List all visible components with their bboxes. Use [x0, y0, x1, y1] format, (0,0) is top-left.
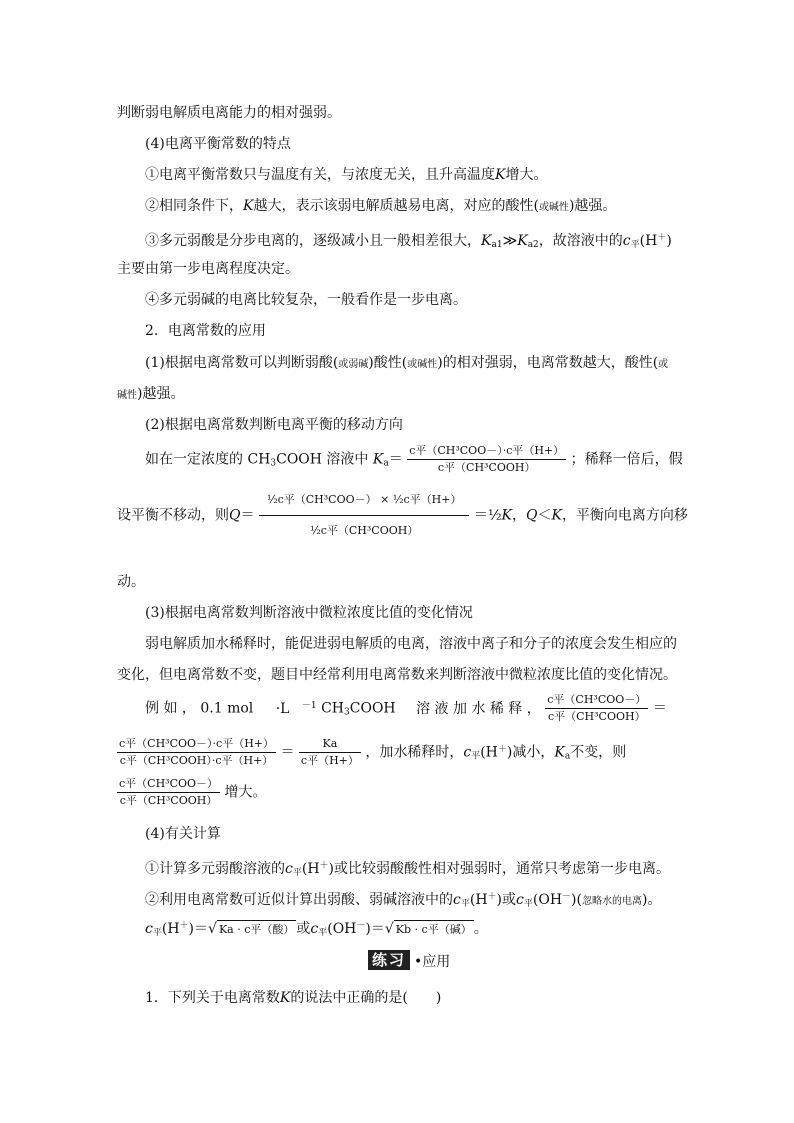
text-line: ②相同条件下，K越大，表示该弱电解质越易电离，对应的酸性(或碱性)越强。: [145, 198, 617, 214]
text-line: 变化，但电离常数不变，题目中经常利用电离常数来判断溶液中微粒浓度比值的变化情况。: [117, 667, 677, 683]
text-line: 主要由第一步电离程度决定。: [117, 261, 299, 277]
text-line: (3)根据电离常数判断溶液中微粒浓度比值的变化情况: [145, 605, 473, 621]
formula-line: $c_平(H^+)=√$ Ka · c平（酸） 或$c_平(OH^-)=√$ Kb · c平（碱） 。: [145, 921, 488, 938]
formula-line: 例 如 ， 0.1 mol ·L $^{-1}$ $CH_3COOH$ 溶 液 加 水 稀 释 ， $\frac{\text{c平（CH³COO－）}}{\text{c平（CH³COOH）}}$ ＝: [145, 693, 667, 723]
formula-line: 设平衡不移动，则Q＝ $\frac{\text{½c平（CH³COO－） × ½c平（H+）}}{\text{½c平（CH³COOH）}}$ ＝½K，Q＜K，平衡向电离方向移: [117, 493, 688, 537]
fraction-q: $\frac{\text{½c平（CH³COO－） × ½c平（H+）}}{\text{½c平（CH³COOH）}}$: [259, 493, 470, 538]
fraction-ratio: $\frac{\text{c平（CH³COO－）}}{\text{c平（CH³COOH）}}$: [547, 693, 647, 723]
text-line: ①计算多元弱酸溶液的$c_平(H^+)$或比较弱酸酸性相对强弱时，通常只考虑第一步电离。: [145, 861, 671, 878]
formula-line: $\frac{\text{c平（CH³COO－）·c平（H+）}}{\text{c平（CH³COOH）·c平（H+）}}$ ＝ $\frac{Ka}{\text{c平（H+）}}$ ，加水稀释时，$c_平(H^+)$减小，$K_a$不变，则: [119, 737, 627, 767]
fraction-ka: $\frac{\text{c平（CH³COO－）·c平（H+）}}{\text{c平（CH³COOH）}}$: [409, 444, 565, 474]
practice-badge-suffix: •应用: [414, 954, 451, 970]
text-line: 动。: [117, 574, 145, 590]
text-line: ③多元弱酸是分步电离的，逐级减小且一般相差很大，$K_{a1}≫K_{a2}$，故溶液中的$c_平(H^+)$: [145, 233, 672, 250]
text-line: 碱性)越强。: [117, 386, 185, 402]
section-heading: (4)有关计算: [145, 826, 221, 842]
sqrt-base: Kb · c平（碱）: [394, 920, 474, 939]
text-line: ①电离平衡常数只与温度有关，与浓度无关，且升高温度K增大。: [145, 167, 548, 183]
fraction-expanded: $\frac{\text{c平（CH³COO－）·c平（H+）}}{\text{c平（CH³COOH）·c平（H+）}}$: [119, 737, 274, 767]
fraction-ratio-2: $\frac{\text{c平（CH³COO－）}}{\text{c平（CH³COOH）}}$: [119, 777, 219, 807]
text-line: ④多元弱碱的电离比较复杂，一般看作是一步电离。: [145, 292, 467, 308]
text-line: ②利用电离常数可近似计算出弱酸、弱碱溶液中的$c_平(H^+)$或$c_平(OH^-)$(忽略水的电离)。: [145, 892, 662, 909]
fraction-ka-over-h: $\frac{Ka}{\text{c平（H+）}}$: [300, 737, 359, 767]
sqrt-acid: Ka · c平（酸）: [217, 920, 296, 939]
text-line: (1)根据电离常数可以判断弱酸(或弱碱)酸性(或碱性)的相对强弱，电离常数越大，酸性(或: [145, 355, 669, 371]
formula-line: $\frac{\text{c平（CH³COO－）}}{\text{c平（CH³COOH）}}$ 增大。: [119, 777, 267, 807]
text-line: 判断弱电解质电离能力的相对强弱。: [117, 105, 341, 121]
question-1: 1．下列关于电离常数K的说法中正确的是( ): [145, 990, 442, 1006]
practice-badge: 练习: [368, 950, 410, 970]
section-heading: (4)电离平衡常数的特点: [145, 136, 291, 152]
section-heading: 2．电离常数的应用: [145, 323, 266, 339]
formula-line: 如在一定浓度的 $CH_3COOH$ 溶液中 $K_a=$ $\frac{\text{c平（CH³COO－）·c平（H+）}}{\text{c平（CH³COOH）}}$ ；稀释一倍后，假: [145, 444, 683, 474]
text-line: 弱电解质加水稀释时，能促进弱电解质的电离，溶液中离子和分子的浓度会发生相应的: [145, 636, 677, 652]
text-line: (2)根据电离常数判断电离平衡的移动方向: [145, 417, 403, 433]
